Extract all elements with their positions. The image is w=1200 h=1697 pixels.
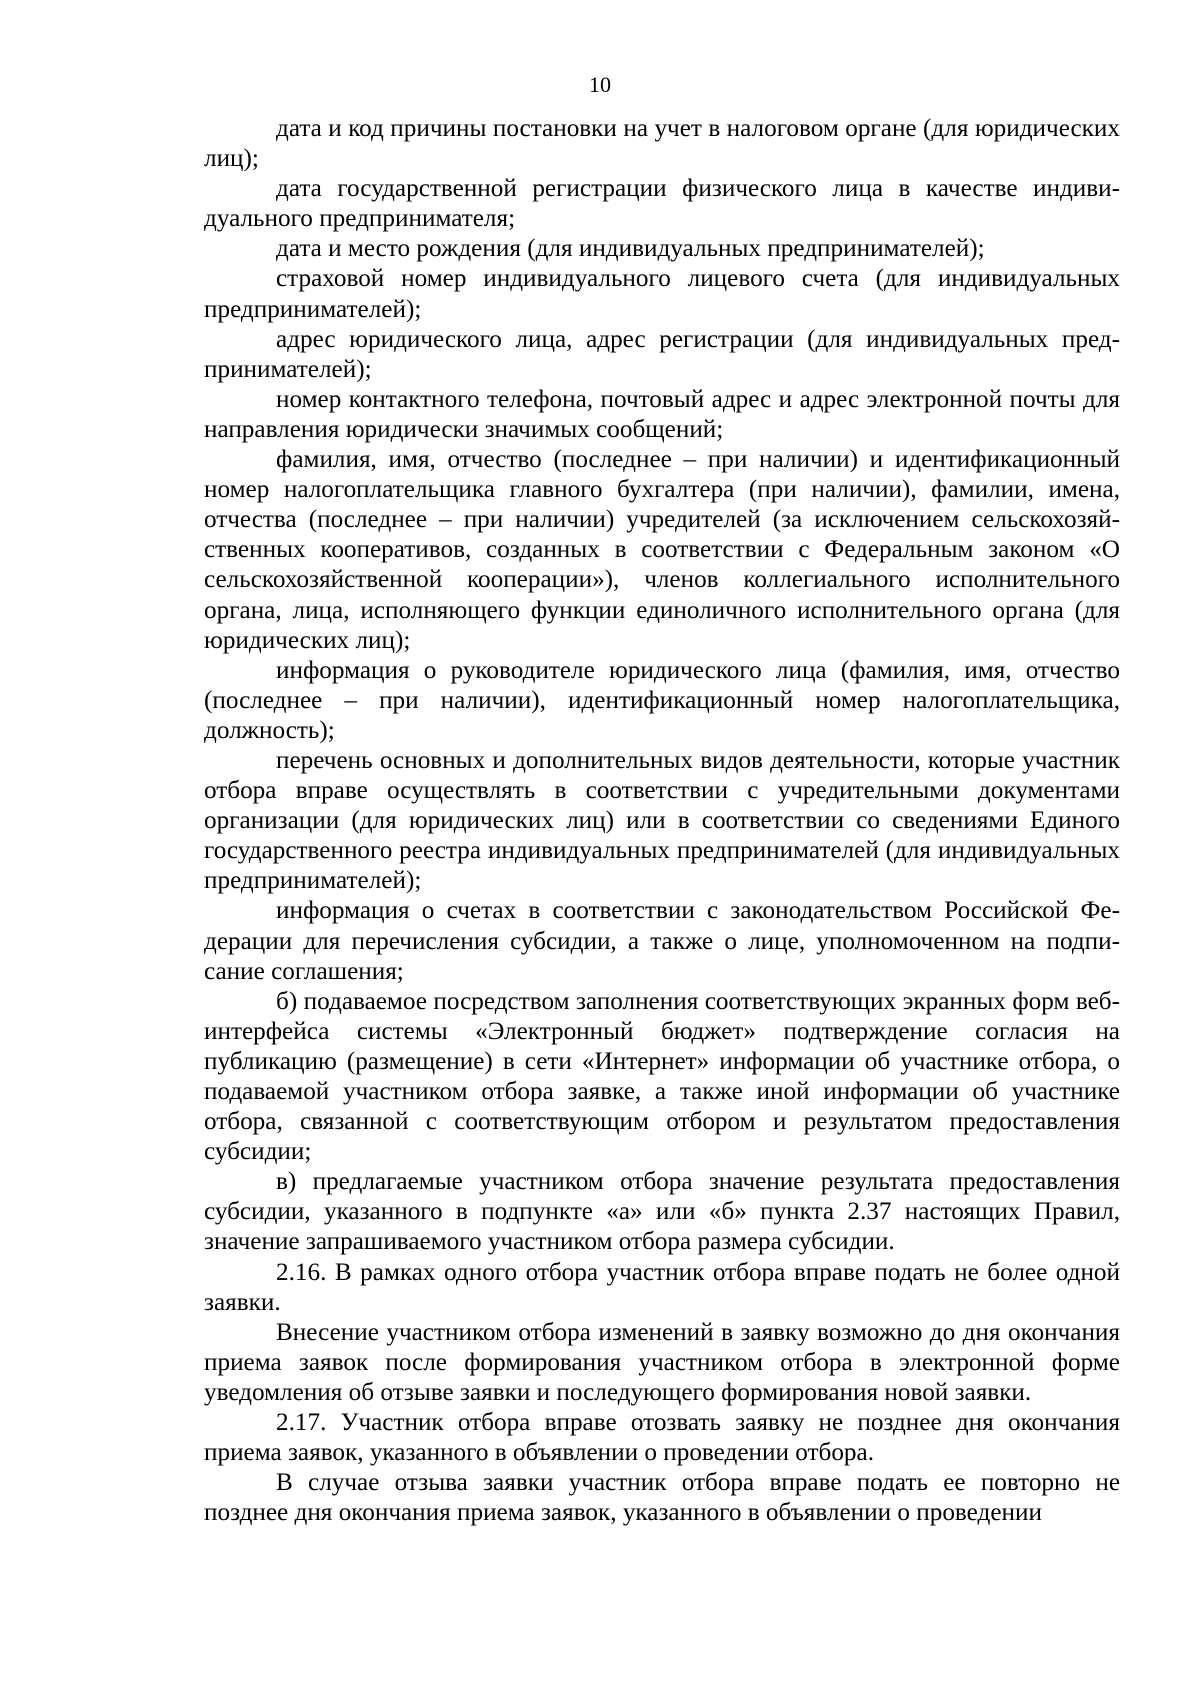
paragraph-section-2-17: 2.17. Участник отбора вправе отозвать заявку не позднее дня окончания приема заявок, указанного в объявлении о проведении отбора. [204,1409,1120,1467]
paragraph-birth-date-place: дата и место рождения (для индивидуальных предпринимателей); [276,235,985,263]
paragraph-contact-info: номер контактного телефона, почтовый адрес и адрес электронной почты для направления юридически значимых сообщений; [204,385,1120,443]
paragraph-accounts-info: информация о счетах в соответствии с законодательством Российской Федерации для перечисления субсидии, а также о лице, уполномоченном на подписание соглашения; [204,897,1120,985]
paragraph-withdrawal-resubmit: В случае отзыва заявки участник отбора вправе подать ее повторно не позднее дня окончания приема заявок, указанного в объявлении о проведении [204,1469,1120,1527]
paragraph-insurance-number: страховой номер индивидуального лицевого счета (для индивидуальных предпринимателей); [204,265,1120,323]
paragraph-tax-registration: дата и код причины постановки на учет в налоговом органе (для юридических лиц); [204,115,1120,173]
paragraph-head-info: информация о руководителе юридического лица (фамилия, имя, отчество (последнее – при наличии), идентификационный номер налогоплательщика, должность); [204,656,1120,744]
paragraph-item-b-consent: б) подаваемое посредством заполнения соответствующих экранных форм веб-интерфейса системы «Электронный бюджет» подтверждение согласия на публикацию (размещение) в сети «Интернет» информации об участнике отбора, о подаваемой участником отбора заявке, а также иной информации об участнике отбора, связанной с соответствующим отбором и результатом предоставления субсидии; [204,987,1120,1166]
page-number: 10 [589,72,611,97]
paragraph-application-changes: Внесение участником отбора изменений в заявку возможно до дня окончания приема заявок после формирования участником отбора в электронной форме уведомления об отзыве заявки и последующего формирования новой заявки. [204,1318,1120,1406]
document-body [204,114,1120,1528]
paragraph-legal-address: адрес юридического лица, адрес регистрации (для индивидуальных предпринимателей); [204,325,1120,383]
paragraph-activities-list: перечень основных и дополнительных видов деятельности, которые участник отбора вправе осуществлять в соответствии с учредительными документами организации (для юридических лиц) или в соответствии со сведениями Единого государственного реестра индивидуальных предпринимателей (для индивидуальных предпринимателей); [204,746,1120,895]
paragraph-section-2-16: 2.16. В рамках одного отбора участник отбора вправе подать не более одной заявки. [204,1258,1120,1316]
paragraph-item-v-result: в) предлагаемые участником отбора значение результата предоставления субсидии, указанного в подпункте «а» или «б» пункта 2.37 настоящих Правил, значение запрашиваемого участником отбора размера субсидии. [204,1168,1120,1256]
paragraph-founders-info: фамилия, имя, отчество (последнее – при наличии) и идентификационный номер налогоплательщика главного бухгалтера (при наличии), фамилии, имена, отчества (последнее – при наличии) учредителей (за исключением сельскохозяйственных кооперативов, созданных в соответствии с Федеральным законом «О сельскохозяйственной кооперации»), членов коллегиального исполнительного органа, лица, исполняющего функции единоличного исполнительного органа (для юридических лиц); [204,446,1120,654]
paragraph-ip-registration-date: дата государственной регистрации физического лица в качестве индивидуального предпринимателя; [204,175,1120,233]
